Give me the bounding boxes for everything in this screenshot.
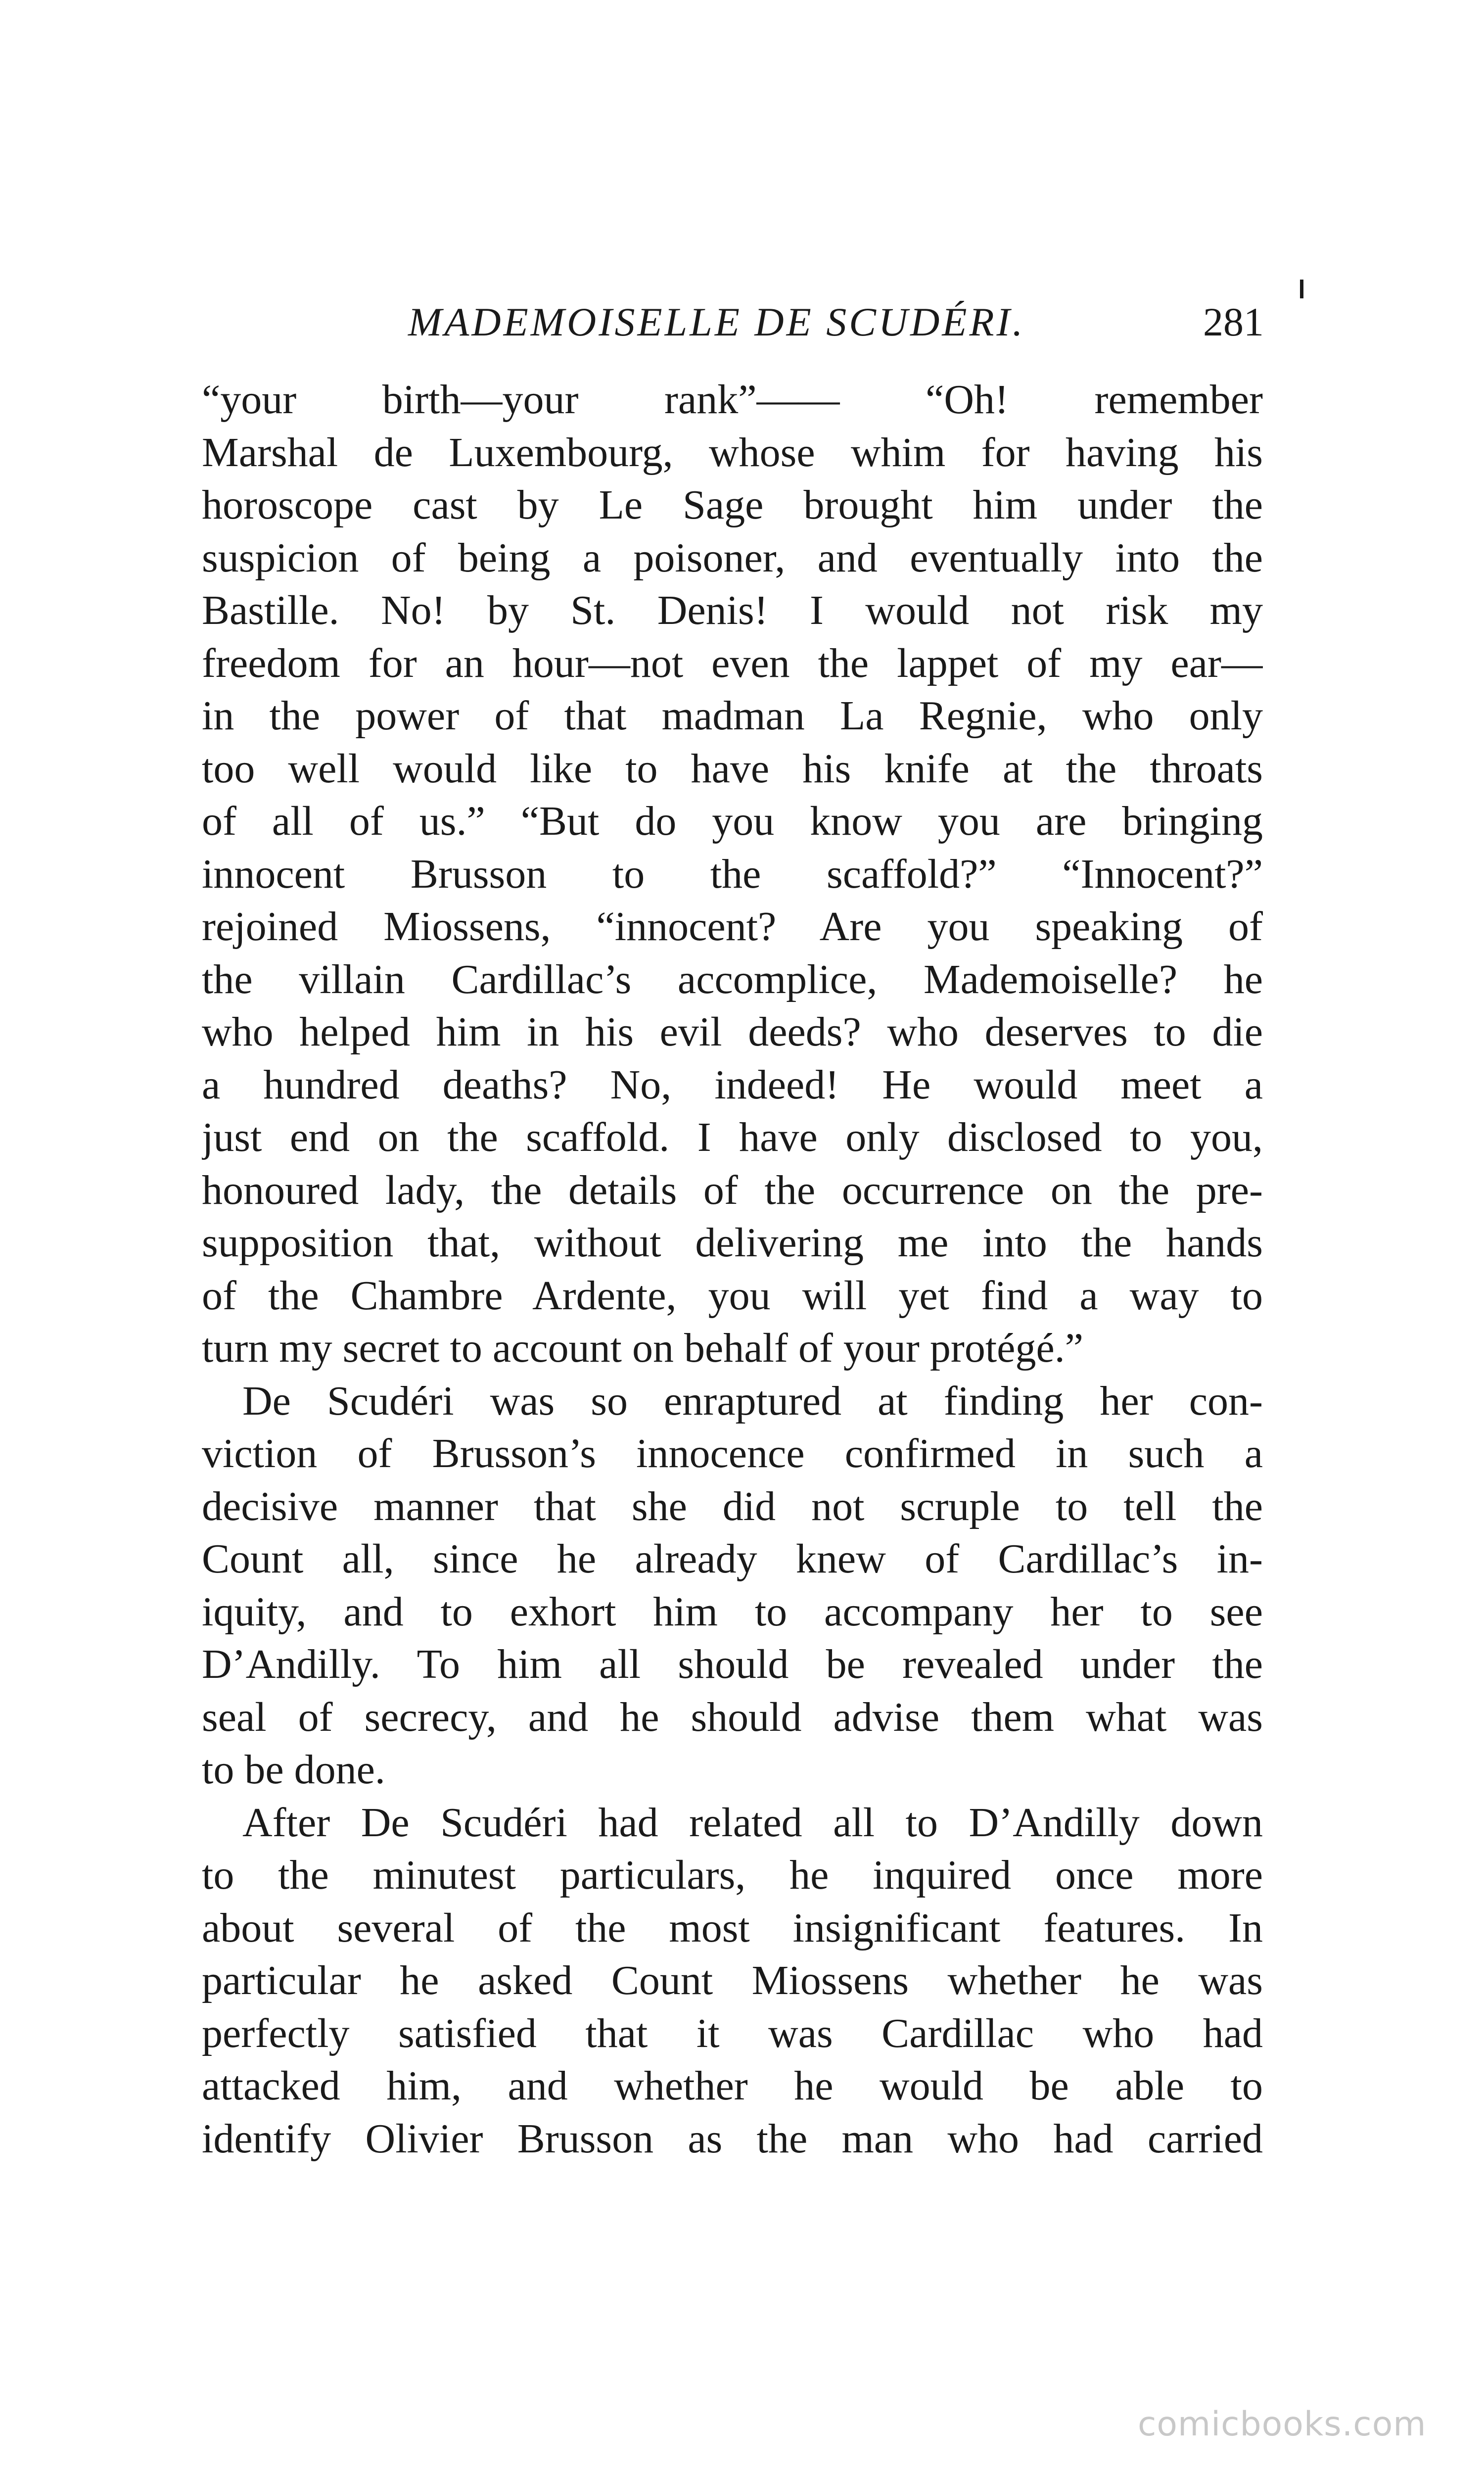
running-title: MADEMOISELLE DE SCUDÉRI. bbox=[408, 299, 1025, 344]
margin-mark bbox=[1300, 280, 1303, 298]
text-line: “your birth—your rank”—— “Oh! remember bbox=[202, 377, 1263, 423]
text-line: Count all, since he already knew of Cardillac’s in- bbox=[202, 1536, 1263, 1582]
text-line: to the minutest particulars, he inquired once more bbox=[202, 1852, 1263, 1898]
body-text bbox=[202, 374, 1263, 2165]
text-line: who helped him in his evil deeds? who deserves to die bbox=[202, 1009, 1263, 1055]
text-line: perfectly satisfied that it was Cardillac who had bbox=[202, 2010, 1263, 2056]
text-line: of all of us.” “But do you know you are bringing bbox=[202, 798, 1263, 844]
text-line: Marshal de Luxembourg, whose whim for having his bbox=[202, 429, 1263, 476]
text-line: D’Andilly. To him all should be revealed under the bbox=[202, 1641, 1263, 1687]
text-line: a hundred deaths? No, indeed! He would meet a bbox=[202, 1061, 1263, 1108]
text-line: decisive manner that she did not scruple to tell the bbox=[202, 1483, 1263, 1529]
text-line: suspicion of being a poisoner, and eventually into the bbox=[202, 534, 1263, 581]
text-line: identify Olivier Brusson as the man who had carried bbox=[202, 2115, 1263, 2162]
text-line: just end on the scaffold. I have only disclosed to you, bbox=[202, 1114, 1263, 1160]
text-line: too well would like to have his knife at the throats bbox=[202, 745, 1263, 792]
text-line: in the power of that madman La Regnie, who only bbox=[202, 693, 1263, 739]
text-line: freedom for an hour—not even the lappet of my ear— bbox=[202, 640, 1263, 686]
text-line: about several of the most insignificant features. In bbox=[202, 1904, 1263, 1951]
text-line: the villain Cardillac’s accomplice, Mademoiselle? he bbox=[202, 956, 1263, 1002]
running-head bbox=[200, 297, 1264, 351]
text-line: Bastille. No! by St. Denis! I would not risk my bbox=[202, 587, 1263, 633]
page-number: 281 bbox=[1203, 299, 1264, 344]
text-line: turn my secret to account on behalf of your protégé.” bbox=[202, 1325, 1084, 1371]
text-line: seal of secrecy, and he should advise them what was bbox=[202, 1694, 1263, 1740]
text-line: viction of Brusson’s innocence confirmed in such a bbox=[202, 1430, 1263, 1476]
text-line: to be done. bbox=[202, 1747, 385, 1793]
text-line: innocent Brusson to the scaffold?” “Innocent?” bbox=[202, 851, 1263, 897]
watermark: comicbooks.com bbox=[1138, 2405, 1427, 2444]
paragraph-start-line: After De Scudéri had related all to D’Andilly down bbox=[242, 1799, 1263, 1846]
text-line: of the Chambre Ardente, you will yet find a way to bbox=[202, 1272, 1263, 1319]
paragraph-start-line: De Scudéri was so enraptured at finding her con- bbox=[242, 1378, 1263, 1424]
text-line: horoscope cast by Le Sage brought him under the bbox=[202, 482, 1263, 528]
text-line: honoured lady, the details of the occurrence on the pre- bbox=[202, 1167, 1263, 1213]
text-line: iquity, and to exhort him to accompany her to see bbox=[202, 1588, 1263, 1635]
text-line: supposition that, without delivering me into the hands bbox=[202, 1220, 1263, 1266]
text-line: particular he asked Count Miossens whether he was bbox=[202, 1957, 1263, 2003]
text-line: attacked him, and whether he would be able to bbox=[202, 2063, 1263, 2109]
text-line: rejoined Miossens, “innocent? Are you speaking of bbox=[202, 904, 1263, 950]
